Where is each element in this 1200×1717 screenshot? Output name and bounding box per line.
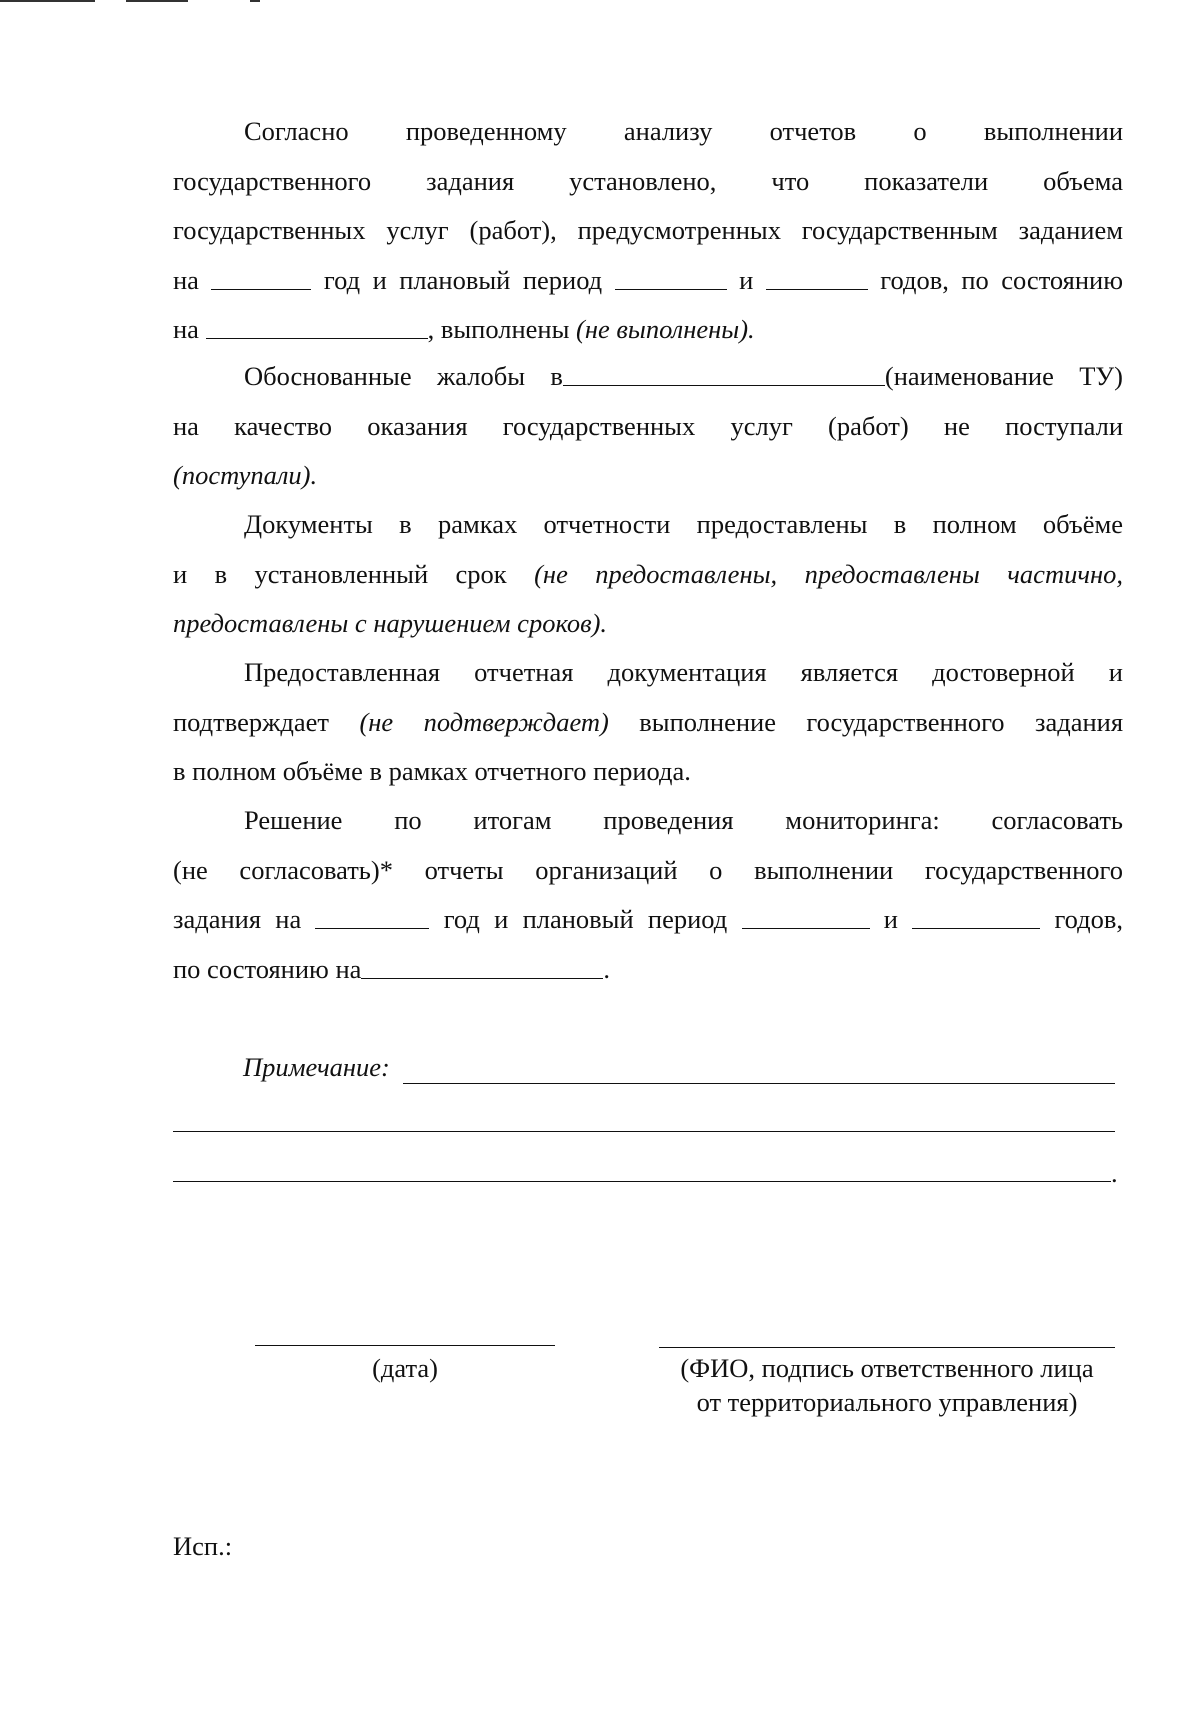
text-fragment: и: [739, 264, 754, 295]
italic-alternative: (не выполнены).: [576, 314, 755, 344]
text-fragment: выполнение государственного задания: [639, 706, 1124, 737]
text-fragment: годов,: [1054, 904, 1124, 934]
text-fragment: на: [173, 264, 199, 295]
person-caption: [649, 1351, 1125, 1419]
text-line: (не согласовать)* отчеты организаций о выполнении государственного: [173, 854, 1123, 885]
date-caption: (дата): [372, 1353, 438, 1383]
text-fragment: по состоянию на: [173, 953, 362, 984]
text-line: [173, 256, 1123, 306]
person-caption-line: (ФИО, подпись ответственного лица: [680, 1353, 1094, 1383]
text-fragment: и в установленный срок: [173, 558, 507, 589]
paragraph-reliability: [173, 648, 1123, 797]
note-end-mark: .: [1111, 1158, 1118, 1188]
text-line: на качество оказания государственных услуг (работ) не поступали: [173, 410, 1123, 441]
blank-year-field[interactable]: [315, 902, 429, 930]
blank-territorial-unit-field[interactable]: [563, 359, 885, 387]
text-line: [173, 895, 1123, 945]
text-fragment: , выполнены: [427, 314, 570, 344]
paragraph-report-analysis: [173, 107, 1123, 355]
note-label: Примечание:: [243, 1052, 390, 1082]
note-line-2[interactable]: [173, 1131, 1115, 1132]
note-line-3[interactable]: [173, 1181, 1111, 1182]
text-fragment: .: [603, 953, 611, 984]
text-fragment: год и плановый период: [443, 904, 728, 934]
scan-mark: [0, 0, 95, 2]
paragraph-documents: [173, 500, 1123, 649]
text-fragment: задания на: [173, 904, 302, 934]
text-line: [173, 698, 1123, 748]
blank-status-date-field[interactable]: [206, 312, 428, 340]
text-line: Согласно проведенному анализу отчетов о выполнении: [244, 116, 1123, 146]
person-signature-line[interactable]: [659, 1347, 1115, 1348]
text-line: [173, 305, 1123, 355]
blank-status-date-field[interactable]: [361, 951, 603, 979]
text-line: государственного задания установлено, что показатели объема: [173, 165, 1123, 196]
blank-plan-period-end-field[interactable]: [912, 902, 1040, 930]
text-fragment: и: [883, 904, 898, 934]
italic-alternative: (не подтверждает): [359, 706, 609, 737]
italic-alternative: (не предоставлены, предоставлены частично,: [534, 558, 1123, 589]
text-line: Решение по итогам проведения мониторинга: согласовать: [244, 805, 1123, 835]
text-line: Предоставленная отчетная документация является достоверной и: [244, 657, 1123, 687]
blank-plan-period-end-field[interactable]: [766, 262, 868, 290]
text-fragment: Обоснованные жалобы в: [244, 361, 563, 391]
paragraph-decision: [173, 796, 1123, 994]
text-line: Документы в рамках отчетности предоставлены в полном объёме: [244, 509, 1123, 539]
text-line: [173, 352, 1123, 402]
blank-year-field[interactable]: [211, 262, 311, 290]
text-line: в полном объёме в рамках отчетного периода.: [173, 756, 691, 786]
text-line: [173, 945, 1123, 995]
text-fragment: на: [173, 314, 199, 344]
note-line-1[interactable]: [403, 1083, 1115, 1084]
blank-plan-period-start-field[interactable]: [742, 902, 870, 930]
blank-plan-period-start-field[interactable]: [615, 262, 727, 290]
text-fragment: годов, по состоянию: [880, 264, 1124, 295]
italic-alternative: предоставлены с нарушением сроков).: [173, 608, 608, 638]
paragraph-complaints: [173, 352, 1123, 501]
scan-mark: [126, 0, 188, 2]
text-fragment: подтверждает: [173, 706, 329, 737]
text-line: государственных услуг (работ), предусмотренных государственным заданием: [173, 215, 1123, 245]
date-signature-line[interactable]: [255, 1345, 555, 1346]
person-caption-line: от территориального управления): [696, 1387, 1078, 1417]
italic-alternative: (поступали).: [173, 460, 318, 490]
text-fragment: (наименование ТУ): [884, 361, 1123, 391]
executor-label: Исп.:: [173, 1531, 233, 1561]
scan-mark: [250, 0, 260, 2]
text-fragment: год и плановый период: [323, 264, 603, 295]
text-line: [173, 550, 1123, 600]
